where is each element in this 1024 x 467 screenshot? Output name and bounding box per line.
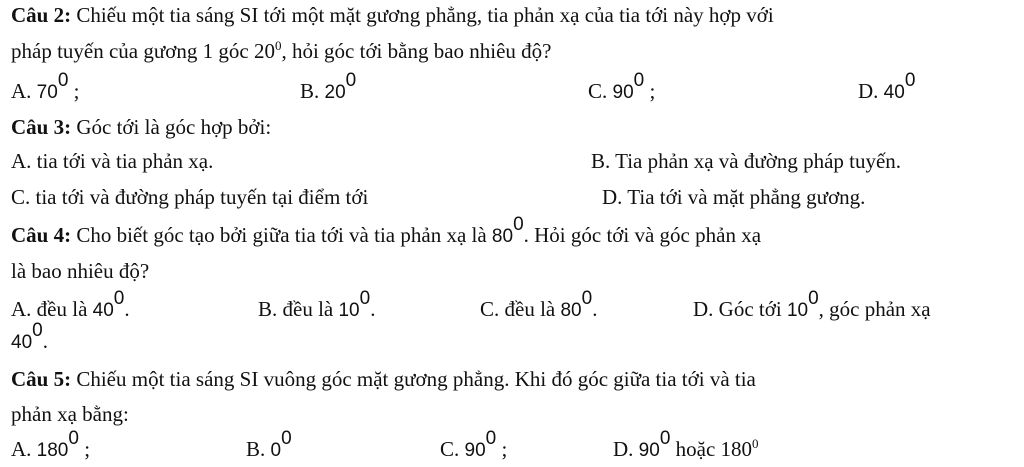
degree-sup: 0 <box>359 288 371 310</box>
option-text: A. đều là <box>11 297 93 321</box>
option-value: 180 <box>36 440 69 461</box>
option-value: 80 <box>560 300 582 321</box>
option-text-cont: hoặc <box>670 437 721 461</box>
question-4-text: Cho biết góc tạo bởi giữa tia tới và tia phản xạ là <box>71 223 492 247</box>
option-value: 40 <box>883 82 905 103</box>
question-4-text-end: . Hỏi góc tới và góc phản xạ <box>523 223 762 247</box>
option-letter: A. <box>11 437 37 461</box>
option-letter: C. <box>588 79 613 103</box>
degree-sup: 0 <box>485 428 497 450</box>
option-value: 40 <box>92 300 114 321</box>
question-3-option-b[interactable]: B. Tia phản xạ và đường pháp tuyến. <box>591 149 902 173</box>
question-5-line-1 <box>11 366 756 392</box>
degree-sup: 0 <box>659 428 671 450</box>
question-2-text-cont: pháp tuyến của gương 1 góc <box>11 39 254 63</box>
question-2-text-end: , hỏi góc tới bằng bao nhiêu độ? <box>281 39 552 63</box>
option-suffix: ; <box>68 79 80 103</box>
option-text: D. Góc tới <box>693 297 787 321</box>
degree-sup: 0 <box>581 288 593 310</box>
question-2-option-b[interactable] <box>300 70 357 106</box>
question-4-option-d-continuation <box>11 320 48 356</box>
question-4-line-1 <box>11 214 762 250</box>
option-letter: B. <box>246 437 271 461</box>
degree-sup: 0 <box>345 70 357 92</box>
degree-sup: 0 <box>752 435 759 451</box>
option-value: 40 <box>11 332 33 353</box>
question-5-label: Câu 5: <box>11 367 72 391</box>
question-4-line-2: là bao nhiêu độ? <box>11 259 150 283</box>
option-value: 0 <box>270 440 282 461</box>
angle-value: 20 <box>253 39 275 63</box>
option-letter: D. <box>858 79 884 103</box>
degree-sup: 0 <box>32 320 43 342</box>
question-2-line-1 <box>11 2 774 28</box>
question-5-option-d[interactable] <box>613 428 759 464</box>
option-value: 90 <box>464 440 486 461</box>
question-4-option-d[interactable] <box>693 288 931 324</box>
option-value: 90 <box>612 82 634 103</box>
question-3-option-c[interactable]: C. tia tới và đường pháp tuyến tại điểm tới <box>11 185 369 209</box>
question-3-option-d[interactable]: D. Tia tới và mặt phẳng gương. <box>602 185 866 209</box>
degree-sup: 0 <box>281 428 292 450</box>
question-3-label: Câu 3: <box>11 115 72 139</box>
degree-sup: 0 <box>274 37 282 53</box>
question-5-text: Chiếu một tia sáng SI vuông góc mặt gương phẳng. Khi đó góc giữa tia tới và tia <box>71 367 756 391</box>
option-suffix: . <box>592 297 598 321</box>
question-4-label: Câu 4: <box>11 223 72 247</box>
option-letter: B. <box>300 79 325 103</box>
question-4-option-a[interactable] <box>11 288 130 324</box>
question-5-option-a[interactable] <box>11 428 91 464</box>
option-value: 20 <box>324 82 346 103</box>
option-suffix: ; <box>496 437 508 461</box>
degree-sup: 0 <box>68 428 79 450</box>
question-2-option-a[interactable] <box>11 70 80 106</box>
option-value-2: 180 <box>720 437 753 461</box>
option-value: 10 <box>786 300 809 321</box>
degree-sup: 0 <box>808 288 819 310</box>
degree-sup: 0 <box>113 288 125 310</box>
option-suffix: . <box>42 329 48 353</box>
option-suffix: ; <box>644 79 656 103</box>
question-5-line-2: phản xạ bằng: <box>11 402 129 426</box>
option-text: C. đều là <box>480 297 561 321</box>
angle-value: 80 <box>491 226 514 247</box>
question-5-option-b[interactable] <box>246 428 292 464</box>
question-2-label: Câu 2: <box>11 3 72 27</box>
option-suffix: ; <box>78 437 91 461</box>
option-letter: D. <box>613 437 639 461</box>
option-text-cont: , góc phản xạ <box>818 297 931 321</box>
question-2-option-d[interactable] <box>858 70 916 106</box>
option-suffix: . <box>370 297 376 321</box>
option-letter: C. <box>440 437 465 461</box>
question-5-option-c[interactable] <box>440 428 508 464</box>
question-3-text: Góc tới là góc hợp bởi: <box>71 115 272 139</box>
question-2-line-2 <box>11 38 552 64</box>
question-3-line-1 <box>11 114 271 140</box>
question-3-option-a[interactable]: A. tia tới và tia phản xạ. <box>11 149 214 173</box>
option-letter: A. <box>11 79 37 103</box>
option-suffix: . <box>124 297 130 321</box>
degree-sup: 0 <box>57 70 69 92</box>
degree-sup: 0 <box>904 70 916 92</box>
option-value: 70 <box>36 82 58 103</box>
question-2-option-c[interactable] <box>588 70 656 106</box>
option-text: B. đều là <box>258 297 339 321</box>
option-value: 90 <box>638 440 660 461</box>
option-value: 10 <box>338 300 360 321</box>
degree-sup: 0 <box>633 70 645 92</box>
question-4-option-c[interactable] <box>480 288 598 324</box>
question-4-option-b[interactable] <box>258 288 376 324</box>
question-2-text: Chiếu một tia sáng SI tới một mặt gương phẳng, tia phản xạ của tia tới này hợp với <box>71 3 774 27</box>
degree-sup: 0 <box>513 214 524 236</box>
